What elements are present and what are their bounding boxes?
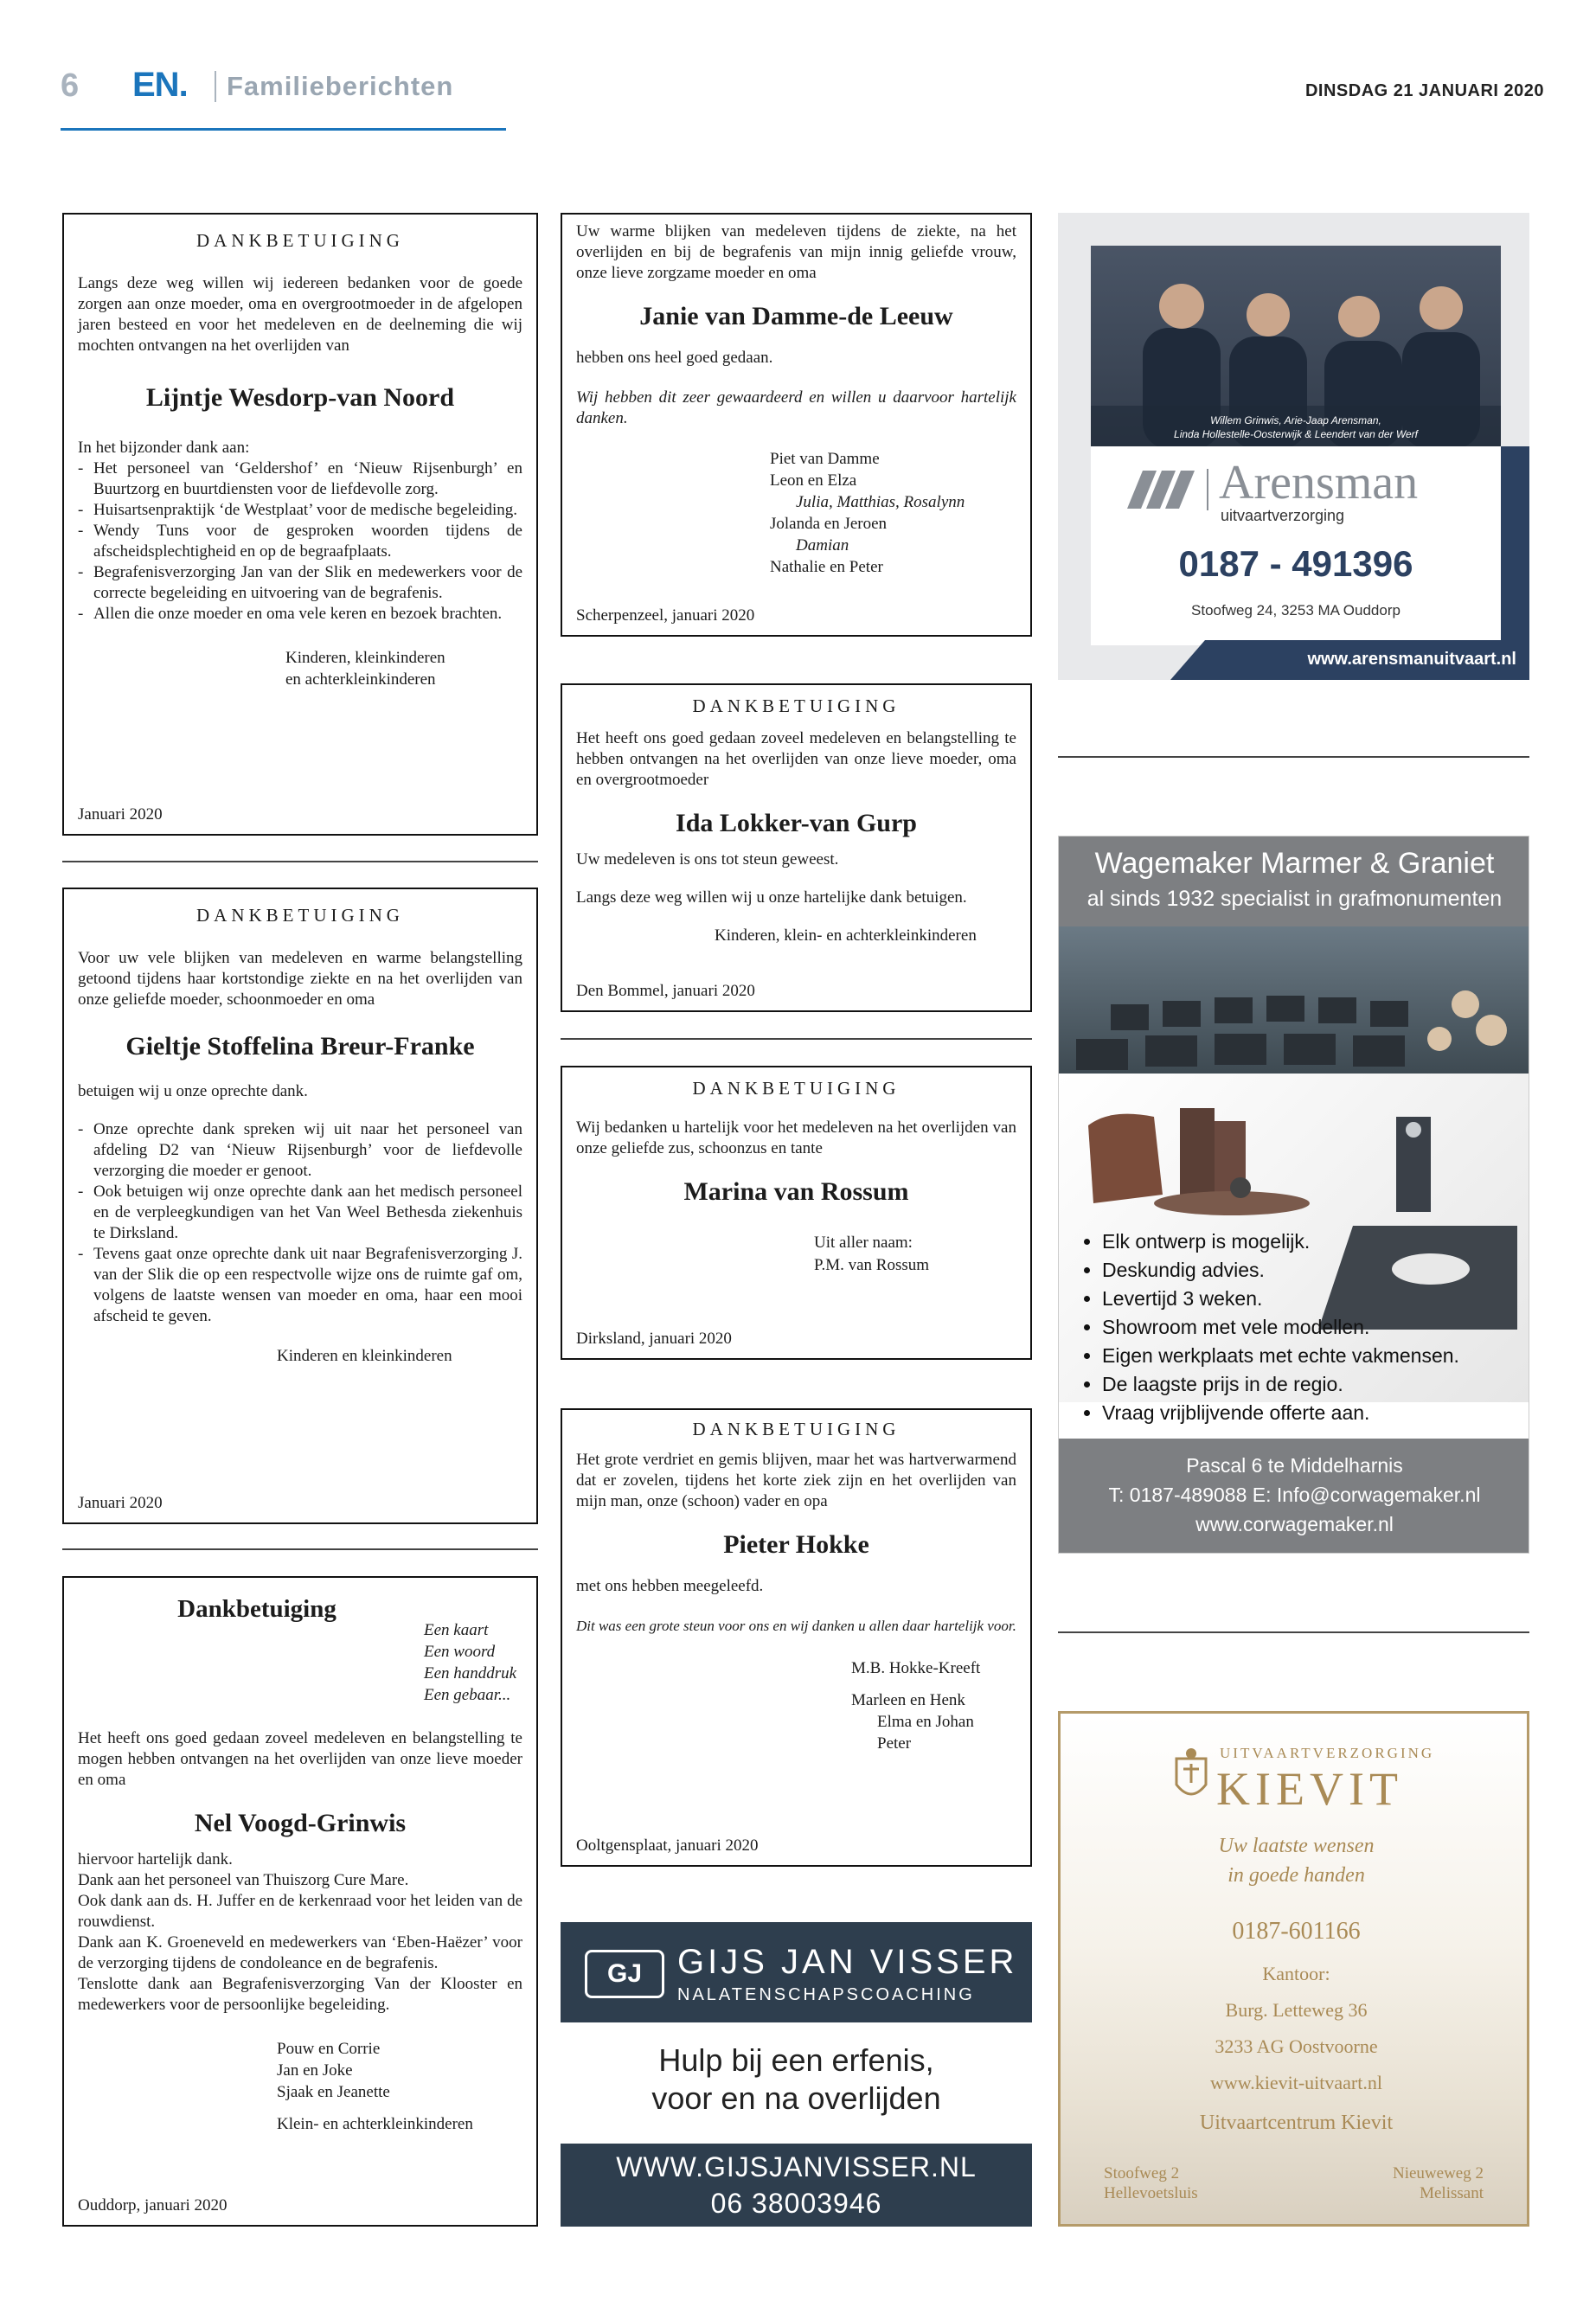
signature: M.B. Hokke-Kreeft Marleen en Henk Elma en Johan Peter — [851, 1659, 981, 1753]
list-item: • Levertijd 3 weken. — [1102, 1285, 1459, 1313]
list-item: • Elk ontwerp is mogelijk. — [1102, 1227, 1459, 1256]
notice-footer: Scherpenzeel, januari 2020 — [576, 606, 755, 625]
kievit-crest-icon — [1170, 1747, 1213, 1807]
ad-tagline: Hulp bij een erfenis, voor en na overlijden — [651, 2042, 941, 2116]
ad-sub: uitvaartverzorging — [1221, 507, 1345, 524]
list-item: - Begrafenisverzorging Jan van der Slik en medewerkers voor de correcte begeleiding en uitvoering van de begrafenis. — [78, 562, 522, 604]
list-item: - Ook betuigen wij onze oprechte dank aan het medisch personeel en de verpleegkundigen van het Van Weel Bethesda ziekenhuis te Dirksland. — [78, 1182, 522, 1244]
notice-after: met ons hebben meegeleefd. — [576, 1577, 764, 1595]
list-item: • Eigen werkplaats met echte vakmensen. — [1102, 1342, 1459, 1370]
ad-wagemaker[interactable] — [1058, 836, 1529, 1554]
section-title: Familieberichten — [227, 71, 454, 101]
gj-logo-icon: GJ — [585, 1950, 664, 1998]
deceased-name: Ida Lokker-van Gurp — [676, 809, 917, 837]
notice-italic: Dit was een grote steun voor ons en wij danken u allen daar hartelijk voor. — [576, 1618, 1016, 1634]
poem: Een kaart Een woord Een handdruk Een gebaar... — [424, 1621, 517, 1704]
signature: Kinderen en kleinkinderen — [277, 1347, 452, 1365]
notice-italic: Wij hebben dit zeer gewaardeerd en willen u daarvoor hartelijk danken. — [576, 388, 1016, 427]
notice-van-rossum — [561, 1066, 1032, 1360]
divider — [1058, 1631, 1529, 1633]
notice-intro: Het heeft ons goed gedaan zoveel medeleven en belangstelling te mogen hebben ontvangen na het overlijden van onze lieve moeder en oma — [78, 1729, 522, 1789]
notice-lead: In het bijzonder dank aan: — [78, 439, 250, 457]
arensman-logo-icon — [1127, 464, 1205, 510]
header-rule — [61, 128, 506, 131]
notice-footer: Januari 2020 — [78, 1494, 163, 1512]
ad-address: Stoofweg 24, 3253 MA Ouddorp — [1191, 602, 1401, 619]
ad-sub: NALATENSCHAPSCOACHING — [677, 1985, 975, 2004]
ad-address: Kantoor: Burg. Letteweg 36 3233 AG Oostvoorne www.kievit-uitvaart.nl — [1061, 1956, 1529, 2101]
deceased-name: Janie van Damme-de Leeuw — [639, 302, 953, 330]
signature: Pouw en Corrie Jan en Joke Sjaak en Jeanette Klein- en achterkleinkinderen — [277, 2040, 473, 2133]
list-item: - Onze oprechte dank spreken wij uit naar het personeel van afdeling D2 van ‘Nieuw Rijsenburgh’ voor de liefdevolle verzorging die moeder er genoot. — [78, 1119, 522, 1182]
ad-location-1: Stoofweg 2 Hellevoetsluis — [1104, 2164, 1198, 2202]
page-number: 6 — [61, 67, 80, 104]
notice-footer: Ooltgensplaat, januari 2020 — [576, 1836, 759, 1855]
ad-phone: 06 38003946 — [710, 2188, 882, 2219]
deceased-name: Gieltje Stoffelina Breur-Franke — [125, 1032, 475, 1061]
ad-subtitle: al sinds 1932 specialist in grafmonumenten — [1086, 887, 1503, 911]
notice-lead: betuigen wij u onze oprechte dank. — [78, 1082, 308, 1100]
ad-centre: Uitvaartcentrum Kievit — [1199, 2112, 1394, 2134]
list-item: - Wendy Tuns voor de gesproken woorden tijdens de afscheidsplechtigheid en op de begraafplaats. — [78, 521, 522, 562]
notice-body: hiervoor hartelijk dank. Dank aan het personeel van Thuiszorg Cure Mare. Ook dank aan ds. H. Juffer en de kerkenraad voor het leiden van de rouwdienst. Dank aan K. Groeneveld en medewerkers van ‘Eben-Haëzer’ voor de verzorging tijdens de condoleance en de begrafenis. Tenslotte dank aan Begrafenisverzorging Van der Klooster en medewerkers voor de persoonlijke begeleiding. — [78, 1850, 522, 2014]
notice-intro: Uw warme blijken van medeleven tijdens de ziekte, na het overlijden en bij de begrafenis van mijn innig geliefde vrouw, onze lieve zorgzame moeder en oma — [576, 222, 1016, 282]
notice-title: Dankbetuiging — [177, 1595, 337, 1623]
ad-phone: 0187 - 491396 — [1178, 543, 1413, 584]
notice-title: DANKBETUIGING — [692, 1078, 901, 1099]
list-item: - Het personeel van ‘Geldershof’ en ‘Nieuw Rijsenburgh’ en Buurtzorg en buurtdiensten voor de liefdevolle zorg. — [78, 458, 522, 500]
signature: Piet van Damme Leon en Elza Julia, Matthias, Rosalynn Jolanda en Jeroen Damian Nathalie en Peter — [770, 450, 965, 576]
ad-url[interactable]: www.corwagemaker.nl — [1195, 1513, 1394, 1535]
ad-small: UITVAARTVERZORGING — [1220, 1745, 1435, 1761]
notice-hokke — [561, 1408, 1032, 1867]
ad-brand: KIEVIT — [1216, 1763, 1403, 1815]
ad-contact — [1059, 1451, 1529, 1539]
ad-brand: GIJS JAN VISSER — [677, 1943, 1018, 1981]
divider — [561, 1038, 1032, 1040]
ad-url[interactable]: www.kievit-uitvaart.nl — [1210, 2072, 1382, 2093]
deceased-name: Pieter Hokke — [723, 1530, 869, 1559]
team-photo — [1091, 246, 1501, 446]
divider — [62, 861, 538, 862]
ad-kievit[interactable] — [1058, 1711, 1529, 2227]
notice-footer: Januari 2020 — [78, 805, 163, 824]
notice-intro: Voor uw vele blijken van medeleven en warme belangstelling getoond tijdens haar kortstondige ziekte en na het overlijden van onze geliefde moeder, schoonmoeder en oma — [78, 949, 522, 1009]
photo-caption: Willem Grinwis, Arie-Jaap Arensman, Linda Hollestelle-Oosterwijk & Leendert van der Werf — [1174, 414, 1418, 440]
benefits-list — [1083, 1227, 1459, 1427]
ad-arensman[interactable] — [1058, 213, 1529, 680]
deceased-name: Marina van Rossum — [683, 1177, 909, 1206]
header-separator — [215, 71, 216, 102]
page-date: DINSDAG 21 JANUARI 2020 — [1304, 81, 1544, 100]
list-item: - Allen die onze moeder en oma vele keren en bezoek brachten. — [78, 604, 522, 625]
notice-after: hebben ons heel goed gedaan. — [576, 349, 773, 367]
notice-title: DANKBETUIGING — [692, 1419, 901, 1439]
divider — [1058, 756, 1529, 758]
ad-phone-email[interactable]: T: 0187-489088 E: Info@corwagemaker.nl — [1108, 1484, 1481, 1506]
notice-title: DANKBETUIGING — [196, 230, 404, 251]
ad-address: Pascal 6 te Middelharnis — [1186, 1454, 1403, 1477]
notice-footer: Ouddorp, januari 2020 — [78, 2196, 228, 2214]
thanks-list — [78, 1119, 522, 1327]
ad-brand: Arensman — [1219, 456, 1419, 510]
thanks-list — [78, 458, 522, 625]
deceased-name: Lijntje Wesdorp-van Noord — [145, 383, 455, 412]
list-item: - Tevens gaat onze oprechte dank uit naar Begrafenisverzorging J. van der Slik die op een respectvolle wijze ons de ruimte gaf om, volgens de laatste wensen van moeder en oma, haar een mooi afscheid te geven. — [78, 1244, 522, 1327]
notice-title: DANKBETUIGING — [692, 695, 901, 716]
notice-lokker — [561, 683, 1032, 1012]
list-item: • Showroom met vele modellen. — [1102, 1313, 1459, 1342]
ad-url[interactable]: www.arensmanuitvaart.nl — [1307, 650, 1516, 669]
notice-wesdorp — [62, 213, 538, 836]
signature: Kinderen, kleinkinderen en achterkleinkinderen — [285, 649, 445, 689]
list-item: • Deskundig advies. — [1102, 1256, 1459, 1285]
deceased-name: Nel Voogd-Grinwis — [194, 1809, 407, 1837]
ad-slogan: Uw laatste wensen in goede handen — [1218, 1835, 1375, 1887]
notice-intro: Het grote verdriet en gemis blijven, maar het was hartverwarmend dat er zovelen, tijdens het korte ziek zijn en het overlijden van mijn man, onze (schoon) vader en opa — [576, 1451, 1016, 1510]
ad-brand: Wagemaker Marmer & Graniet — [1094, 847, 1495, 880]
ad-location-2: Nieuweweg 2 Melissant — [1393, 2164, 1484, 2202]
ad-phone: 0187-601166 — [1232, 1918, 1361, 1945]
headstones-icon — [1076, 1091, 1517, 1221]
notice-footer: Dirksland, januari 2020 — [576, 1330, 732, 1348]
notice-line: Langs deze weg willen wij u onze hartelijke dank betuigen. — [576, 888, 967, 907]
ad-url[interactable]: WWW.GIJSJANVISSER.NL — [616, 2151, 977, 2182]
ad-side-band — [1501, 446, 1529, 645]
notice-footer: Den Bommel, januari 2020 — [576, 982, 755, 1000]
divider — [62, 1548, 538, 1550]
notice-title: DANKBETUIGING — [196, 905, 404, 926]
notice-van-damme — [561, 213, 1032, 637]
signature: Uit aller naam: P.M. van Rossum — [814, 1234, 930, 1274]
notice-intro: Het heeft ons goed gedaan zoveel medeleven en belangstelling te hebben ontvangen na het overlijden van onze lieve moeder, oma en overgrootmoeder — [576, 729, 1016, 789]
notice-line: Uw medeleven is ons tot steun geweest. — [576, 850, 839, 868]
notice-intro: Wij bedanken u hartelijk voor het medeleven na het overlijden van onze geliefde zus, schoonzus en tante — [576, 1118, 1016, 1157]
notice-intro: Langs deze weg willen wij iedereen bedanken voor de goede zorgen aan onze moeder, oma en overgrootmoeder in de afgelopen jaren besteed en voor het medeleven en de deelneming die wij mochten ontvangen na het overlijden van — [78, 274, 522, 355]
list-item: • De laagste prijs in de regio. — [1102, 1370, 1459, 1399]
grave-rows-icon — [1059, 926, 1529, 1074]
list-item: • Vraag vrijblijvende offerte aan. — [1102, 1399, 1459, 1427]
notice-breur — [62, 888, 538, 1524]
notice-voogd — [62, 1576, 538, 2227]
signature: Kinderen, klein- en achterkleinkinderen — [715, 926, 977, 945]
list-item: - Huisartsenpraktijk ‘de Westplaat’ voor de medische begeleiding. — [78, 500, 522, 521]
newspaper-logo: EN. — [132, 66, 188, 104]
ad-gijs-jan-visser[interactable] — [561, 1922, 1032, 2227]
showroom-photo — [1059, 926, 1529, 1074]
ad-contact — [561, 2149, 1032, 2221]
